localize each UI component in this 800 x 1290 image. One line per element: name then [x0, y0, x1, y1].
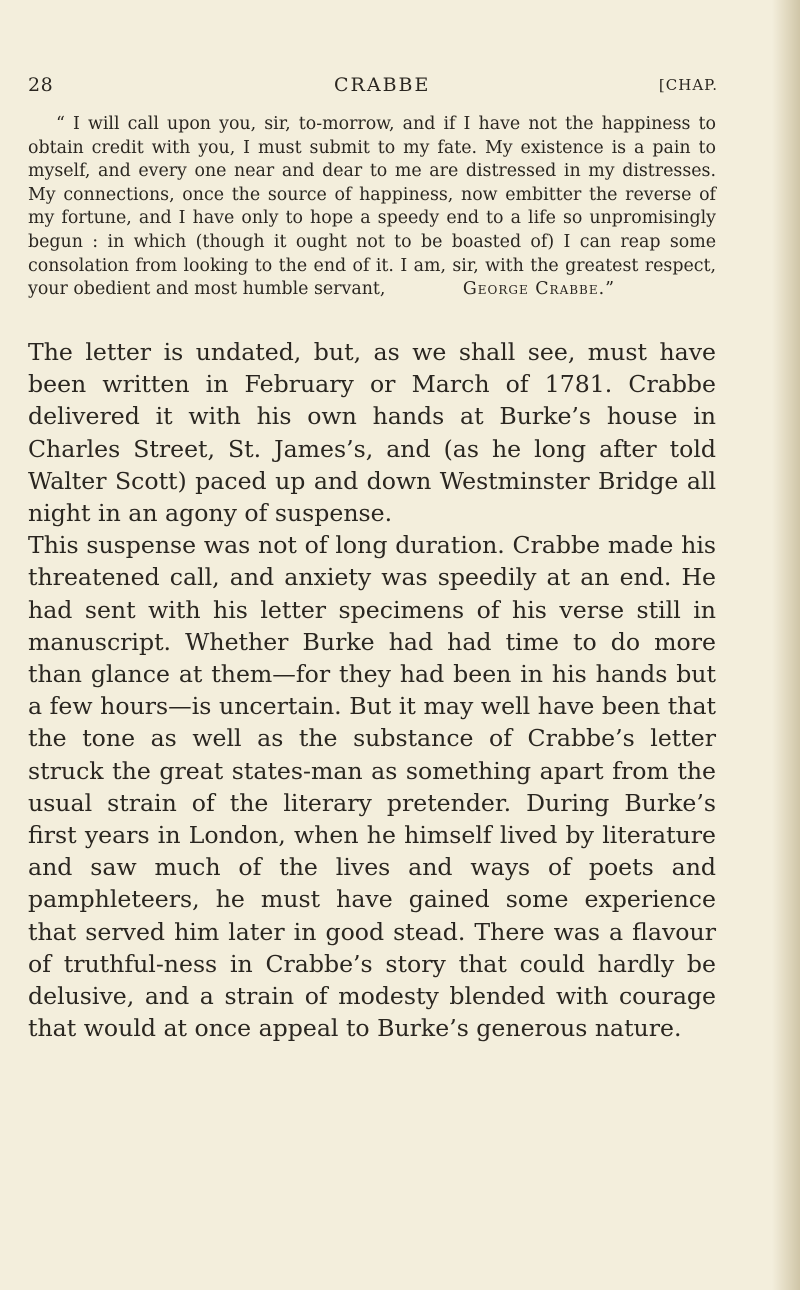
running-title: CRABBE: [334, 74, 431, 96]
chapter-label: [CHAP.: [658, 76, 718, 94]
letter-text: “ I will call upon you, sir, to-morrow, and if I have not the happiness to obtain credit with you, I must submit to my fate. My existence is a pain to myself, and every one near and dear to me are distressed in my distresses. My connections, once the source of happiness, now embitter the reverse of my fortune, and I have only to hope a speedy end to a life so unpromisingly begun : in which (though it ought not to be boasted of) I can reap some consolation from looking to the end of it. I am, sir, with the greatest respect, your obedient and most humble servant,: [28, 114, 716, 300]
page-edge-shadow: [772, 0, 800, 1290]
letter-signature: George Crabbe.”: [462, 279, 616, 300]
running-header: [28, 74, 718, 100]
paragraph-2: This suspense was not of long duration. Crabbe made his threatened call, and anxiety was speedily at an end. He had sent with his letter specimens of his verse still in manuscript. Whether Burke had had time to do more than glance at them—for they had been in his hands but a few hours—is uncertain. But it may well have been that the tone as well as the substance of Crabbe’s letter struck the great states-man as something apart from the usual strain of the literary pretender. During Burke’s first years in London, when he himself lived by literature and saw much of the lives and ways of poets and pamphleteers, he must have gained some experience that served him later in good stead. There was a flavour of truthful-ness in Crabbe’s story that could hardly be delusive, and a strain of modesty blended with courage that would at once appeal to Burke’s generous nature.: [28, 531, 716, 1043]
body-text: [28, 336, 716, 1044]
quoted-letter: [28, 113, 716, 302]
page-number: 28: [28, 74, 54, 96]
paragraph-1: The letter is undated, but, as we shall see, must have been written in February or March of 1781. Crabbe delivered it with his own hands at Burke’s house in Charles Street, St. James’s, and (as he long after told Walter Scott) paced up and down Westminster Bridge all night in an agony of suspense.: [28, 338, 716, 528]
letter-paragraph: [28, 113, 716, 302]
